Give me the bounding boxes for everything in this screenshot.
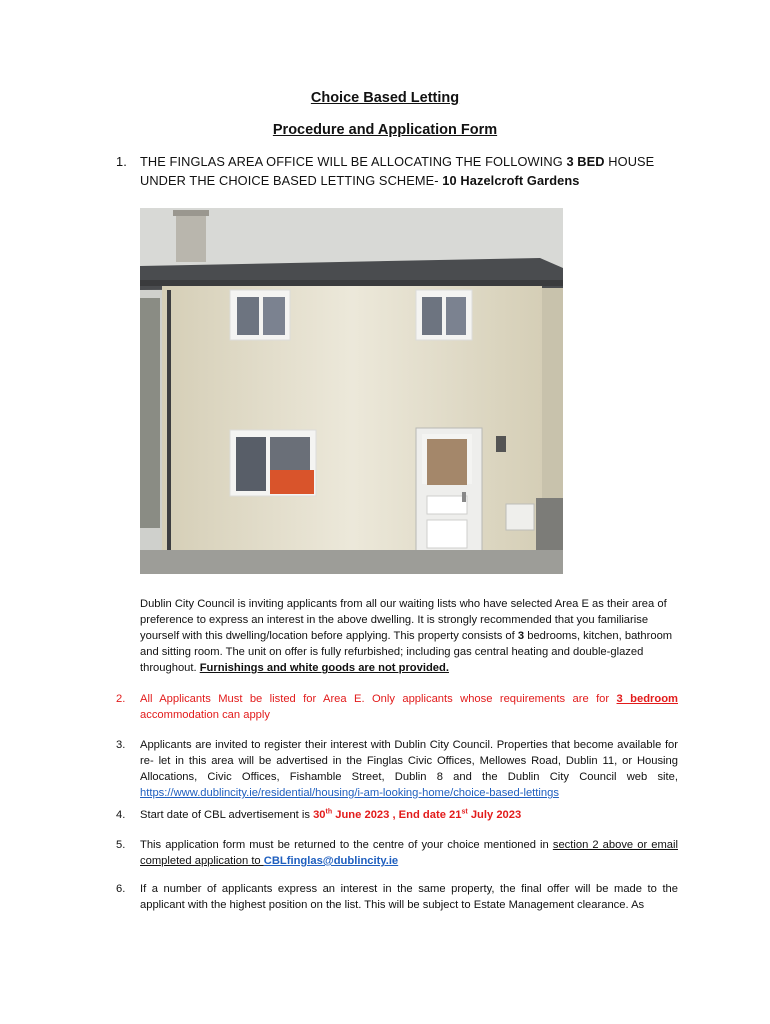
item5-text: This application form must be returned to the centre of your choice mentioned in — [140, 839, 553, 851]
item3-text: Applicants are invited to register their interest with Dublin City Council. Properties that become available for re- let in this area will be advertised in the Finglas Civic Offices, Mellowes Road, Dublin 11, or Housing Allocations, Civic Offices, Fishamble Street, Dublin 8 and the Dublin City Council web site, — [140, 739, 678, 783]
item5-underlined-text: section 2 above or email completed application to — [140, 839, 678, 867]
document-title: Choice Based Letting — [310, 90, 460, 106]
document-subtitle: Procedure and Application Form — [272, 122, 498, 138]
list-item-text — [140, 737, 678, 801]
item1-text-b: HOUSE — [604, 154, 655, 169]
list-number: 5. — [116, 839, 126, 851]
list-number: 4. — [116, 809, 126, 821]
house-photo — [140, 208, 563, 574]
furnishings-note: Furnishings and white goods are not provided. — [199, 662, 449, 674]
item1-text-c: UNDER THE CHOICE BASED LETTING SCHEME- — [140, 173, 443, 188]
list-number: 1. — [116, 154, 127, 169]
end-day-suffix: st — [461, 808, 468, 816]
list-item-text: If a number of applicants express an interest in the same property, the final offer will be made to the applicant with the highest position on the list. This will be subject to Estate Management clearance. As — [140, 883, 678, 911]
item4-text: Start date of CBL advertisement is — [140, 809, 314, 821]
list-item-text — [140, 837, 678, 869]
item2-text-a: All Applicants Must be listed for Area E. Only applicants whose requirements are for — [140, 693, 617, 705]
intro-text-b: bedrooms, kitchen, bathroom and sitting room. The unit on offer is fully refurbished; including gas central heating and double-glazed throughout. — [140, 630, 673, 674]
list-item-text — [140, 807, 678, 823]
cbl-website-link[interactable]: https://www.dublincity.ie/residential/housing/i-am-looking-home/choice-based-lettings — [140, 787, 559, 799]
list-item-text — [140, 691, 678, 723]
list-number: 6. — [116, 883, 126, 895]
item1-bed-count: 3 BED — [566, 154, 605, 169]
list-item-text — [140, 152, 680, 190]
bedroom-requirement: 3 bedroom — [616, 693, 678, 705]
list-number: 3. — [116, 739, 126, 751]
email-link[interactable]: CBLfinglas@dublincity.ie — [263, 855, 399, 867]
item2-text-b: accommodation can apply — [140, 709, 270, 721]
end-date-text: July 2023 — [467, 809, 522, 821]
cbl-dates — [313, 809, 521, 821]
property-address: 10 Hazelcroft Gardens — [442, 173, 580, 188]
dates-text: June 2023 , End date 21 — [332, 809, 462, 821]
item1-text-a: THE FINGLAS AREA OFFICE WILL BE ALLOCATING THE FOLLOWING — [140, 154, 567, 169]
intro-text-a: Dublin City Council is inviting applicants from all our waiting lists who have selected Area E as their area of preference to express an interest in the above dwelling. It is strongly recommended that you familiarise yourself with this dwelling/location before applying. This property consists of — [140, 598, 667, 642]
bedroom-count: 3 — [517, 630, 525, 642]
intro-paragraph — [140, 596, 680, 676]
start-day-suffix: th — [325, 808, 333, 816]
start-day: 30 — [313, 809, 326, 821]
list-number: 2. — [116, 693, 126, 705]
